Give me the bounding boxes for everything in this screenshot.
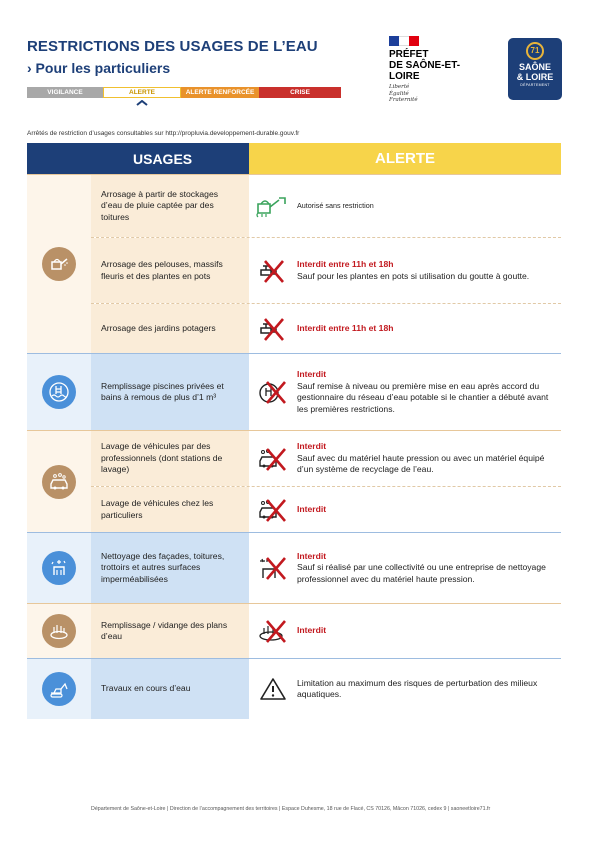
group-icon-cell bbox=[27, 604, 91, 658]
table-row bbox=[91, 175, 561, 238]
alert-text bbox=[297, 323, 561, 335]
group-icon-cell bbox=[27, 354, 91, 430]
usage-label: Remplissage / vidange des plans d’eau bbox=[91, 604, 249, 658]
watering-can-green-icon bbox=[249, 194, 297, 218]
car-crossed-icon bbox=[249, 497, 297, 523]
alert-restriction: Interdit bbox=[297, 503, 327, 514]
usage-label: Lavage de véhicules chez les particuliers bbox=[91, 487, 249, 532]
alert-description: Sauf remise à niveau ou première mise en eau après accord du gestionnaire du réseau d’eau potable si le chantier a débuté avant les premières restrictions. bbox=[297, 380, 549, 414]
restrictions-table bbox=[27, 143, 561, 719]
decrees-note: Arrêtés de restriction d’usages consultables sur http://propluvia.developpement-durable.gouv.fr bbox=[27, 130, 300, 137]
alert-level-scale bbox=[27, 87, 341, 98]
excavator-icon bbox=[42, 672, 76, 706]
column-alerte: ALERTE bbox=[249, 143, 561, 174]
alert-description: Autorisé sans restriction bbox=[297, 201, 374, 211]
usage-label: Arrosage des pelouses, massifs fleuris et des plantes en pots bbox=[91, 238, 249, 303]
alert-text bbox=[297, 259, 561, 282]
header-icon-cell bbox=[27, 143, 91, 174]
pond-crossed-icon bbox=[249, 618, 297, 644]
group-vehicules bbox=[27, 430, 561, 532]
usage-label: Nettoyage des façades, toitures, trottoirs et autres surfaces imperméabilisées bbox=[91, 533, 249, 603]
group-piscines bbox=[27, 353, 561, 430]
table-row bbox=[91, 431, 561, 487]
motto-egalite: Égalité bbox=[389, 90, 409, 97]
usage-label: Remplissage piscines privées et bains à remous de plus d’1 m³ bbox=[91, 354, 249, 430]
group-facades bbox=[27, 532, 561, 603]
french-flag-icon bbox=[389, 36, 419, 46]
alert-description: Limitation au maximum des risques de perturbation des milieux aquatiques. bbox=[297, 677, 538, 699]
alert-cell bbox=[249, 604, 561, 658]
facade-cleaning-icon bbox=[42, 551, 76, 585]
level-crise: CRISE bbox=[259, 87, 341, 98]
car-wash-icon bbox=[42, 465, 76, 499]
page-subtitle: › Pour les particuliers bbox=[27, 60, 171, 76]
facade-crossed-icon bbox=[249, 555, 297, 581]
alert-cell bbox=[249, 304, 561, 353]
warning-icon bbox=[249, 677, 297, 701]
pool-crossed-icon bbox=[249, 379, 297, 405]
alert-description: Sauf si réalisé par une collectivité ou une entreprise de nettoyage professionnel avec du matériel haute pression. bbox=[297, 562, 546, 584]
page-title: RESTRICTIONS DES USAGES DE L’EAU bbox=[27, 38, 318, 55]
group-icon-cell bbox=[27, 533, 91, 603]
level-alerte: ALERTE bbox=[103, 87, 181, 98]
table-row bbox=[91, 659, 561, 719]
alert-text bbox=[297, 678, 561, 701]
department-name-1: SAÔNE bbox=[518, 62, 551, 72]
usage-label: Lavage de véhicules par des professionnels (dont stations de lavage) bbox=[91, 431, 249, 486]
alert-cell bbox=[249, 431, 561, 486]
alert-restriction: Interdit bbox=[297, 441, 327, 452]
usage-label: Travaux en cours d’eau bbox=[91, 659, 249, 719]
prefecture-name-2: DE SAÔNE-ET-LOIRE bbox=[389, 60, 461, 82]
alert-restriction: Interdit bbox=[297, 550, 327, 561]
prefecture-name-1: PRÉFET bbox=[389, 49, 429, 60]
table-row bbox=[91, 304, 561, 353]
table-row bbox=[91, 238, 561, 304]
department-label: DÉPARTEMENT bbox=[520, 83, 550, 87]
alert-description: Sauf pour les plantes en pots si utilisation du goutte à goutte. bbox=[297, 270, 530, 281]
alert-description: Sauf avec du matériel haute pression ou avec un matériel équipé d’un système de recyclage de l’eau. bbox=[297, 452, 545, 475]
level-alerte-renforcee: ALERTE RENFORCÉE bbox=[181, 87, 259, 98]
alert-restriction: Interdit entre 11h et 18h bbox=[297, 259, 394, 269]
prefecture-motto bbox=[389, 84, 489, 104]
alert-cell bbox=[249, 354, 561, 430]
table-row bbox=[91, 354, 561, 430]
car-crossed-icon bbox=[249, 446, 297, 472]
prefecture-logo bbox=[389, 36, 489, 103]
department-logo bbox=[508, 38, 562, 100]
tap-crossed-icon bbox=[249, 316, 297, 342]
group-icon-cell bbox=[27, 659, 91, 719]
alert-restriction: Interdit entre 11h et 18h bbox=[297, 322, 394, 333]
usage-label: Arrosage à partir de stockages d’eau de pluie captée par des toitures bbox=[91, 175, 249, 237]
table-row bbox=[91, 487, 561, 532]
group-travaux bbox=[27, 658, 561, 719]
department-name-2: & LOIRE bbox=[516, 72, 554, 82]
active-level-caret-icon bbox=[136, 100, 148, 106]
table-row bbox=[91, 604, 561, 658]
alert-text bbox=[297, 551, 561, 586]
alert-text bbox=[297, 441, 561, 476]
alert-cell bbox=[249, 533, 561, 603]
column-usages: USAGES bbox=[91, 143, 249, 174]
motto-liberte: Liberté bbox=[389, 84, 410, 90]
usage-label: Arrosage des jardins potagers bbox=[91, 304, 249, 353]
page-footer: Département de Saône-et-Loire | Direction de l’accompagnement des territoires | Espace Duhesme, 18 rue de Flacé, CS 70126, Mâcon 71026, cedex 9 | saoneetloire71.fr bbox=[91, 806, 491, 812]
alert-text bbox=[297, 625, 561, 637]
motto-fraternite: Fraternité bbox=[389, 97, 418, 103]
alert-text bbox=[297, 369, 561, 415]
alert-restriction: Interdit bbox=[297, 625, 327, 636]
alert-cell bbox=[249, 487, 561, 532]
alert-cell bbox=[249, 175, 561, 237]
level-vigilance: VIGILANCE bbox=[27, 87, 103, 98]
tap-crossed-icon bbox=[249, 258, 297, 284]
group-arrosage bbox=[27, 174, 561, 353]
group-icon-cell bbox=[27, 431, 91, 532]
table-row bbox=[91, 533, 561, 603]
alert-restriction: Interdit bbox=[297, 369, 327, 379]
watering-can-icon bbox=[42, 247, 76, 281]
group-icon-cell bbox=[27, 175, 91, 353]
department-number: 71 bbox=[526, 42, 544, 60]
alert-cell bbox=[249, 238, 561, 303]
pool-icon bbox=[42, 375, 76, 409]
table-header bbox=[27, 143, 561, 174]
alert-cell bbox=[249, 659, 561, 719]
group-plans-eau bbox=[27, 603, 561, 658]
alert-text bbox=[297, 200, 561, 212]
alert-text bbox=[297, 504, 561, 516]
pond-icon bbox=[42, 614, 76, 648]
